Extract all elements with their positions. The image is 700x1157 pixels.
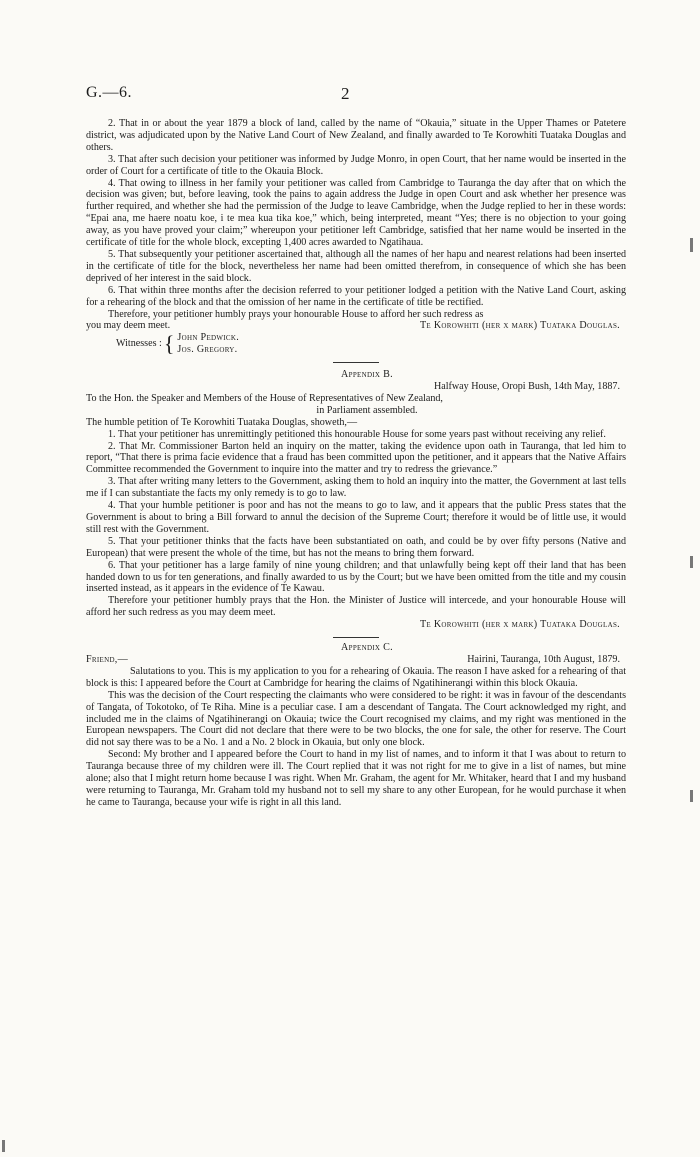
witness-names bbox=[177, 332, 239, 356]
appendix-b-section bbox=[86, 369, 626, 638]
witnesses-block bbox=[116, 332, 626, 356]
petition-signature: Te Korowhiti (her x mark) Tuataka Douglas. bbox=[419, 320, 620, 332]
witness-2: Jos. Gregory. bbox=[177, 344, 238, 356]
appendix-c-heading: Appendix C. bbox=[341, 642, 393, 654]
appendix-c-paragraph-3: Second: My brother and I appeared before the Court to hand in my list of names, and to inform it that I was about to return to Tauranga because three of my children were ill. The Court replied that it was not right for me to give in a list of names, but mine alone; also that I might return home because I was right. When Mr. Graham, the agent for Mr. Whitaker, heard that I and my husband were returning to Tauranga, Mr. Graham told my husband not to sell my share to any other European, for he would purchase it when he came to Tauranga, because your wife is right in all this land. bbox=[86, 749, 626, 808]
petition-paragraph-5: 5. That subsequently your petitioner ascertained that, although all the names of her hapu and nearest relations had been inserted in the certificate of title for the block, nevertheless her name had been omitted therefrom, in consequence of which she has been deprived of her interest in the said block. bbox=[86, 248, 626, 284]
petition-section bbox=[86, 118, 626, 363]
appendix-b-intro: The humble petition of Te Korowhiti Tuataka Douglas, showeth,— bbox=[86, 416, 358, 428]
petition-prayer-end: you may deem meet. bbox=[86, 320, 171, 332]
appendix-b-paragraph-1: 1. That your petitioner has unremittingly petitioned this honourable House for some years past without receiving any relief. bbox=[108, 428, 606, 440]
petition-paragraph-2: 2. That in or about the year 1879 a block of land, called by the name of “Okauia,” situate in the Upper Thames or Patetere district, was adjudicated upon by the Native Land Court of New Zealand, and finally awarded to Te Korowhiti Tuataka Douglas and others. bbox=[86, 118, 626, 153]
appendix-b-prayer: Therefore your petitioner humbly prays that the Hon. the Minister of Justice will intercede, and your honourable House will afford her such redress as you may deem meet. bbox=[86, 595, 626, 619]
appendix-b-paragraph-2: 2. That Mr. Commissioner Barton held an inquiry on the matter, taking the evidence upon oath in Tauranga, that led him to report, “That there is prima facie evidence that a fraud has been committed upon the petitioner, and it appears that the Native Affairs Committee recommended the Government to inquire into the matter and try to redress the grievance.” bbox=[86, 440, 626, 476]
document-body bbox=[86, 118, 626, 809]
petition-prayer: Therefore, your petitioner humbly prays your honourable House to afford her such redress as bbox=[108, 308, 484, 320]
appendix-c-section bbox=[86, 642, 626, 809]
page-number: 2 bbox=[341, 84, 350, 103]
brace-glyph: { bbox=[163, 331, 175, 357]
margin-mark bbox=[690, 556, 693, 568]
appendix-b-signature: Te Korowhiti (her x mark) Tuataka Douglas. bbox=[419, 619, 620, 631]
appendix-b-heading: Appendix B. bbox=[341, 369, 393, 381]
letter-place-date: Hairini, Tauranga, 10th August, 1879. bbox=[467, 653, 620, 665]
margin-mark bbox=[690, 790, 693, 802]
appendix-b-paragraph-6: 6. That your petitioner has a large family of nine young children; and that unlawfully being kept off their land that has been handed down to us for ten generations, and finally awarded to us by the Court; but we have been omitted from the title and my cousin inserted instead, as it appears in the evidence of Te Kawau. bbox=[86, 559, 626, 595]
petition-paragraph-6: 6. That within three months after the decision referred to your petitioner lodged a petition with the Native Land Court, asking for a rehearing of the block and that the omission of her name in the certificate of title be rectified. bbox=[86, 284, 626, 308]
appendix-c-paragraph-2: This was the decision of the Court respecting the claimants who were considered to be right: it was in favour of the descendants of Tangata, of Tokotoko, of Te Riha. Mine is a peculiar case. I am a descendant of Tangata. The Court acknowledged my right, and included me in the claims of Ngatihinerangi on Okauia; twice the Court recognised my claims, and my right was mentioned in the European newspapers. The Court did not declare that there were to be two blocks, the one for sale, the other for reserve. The Court did not say there was to be a No. 1 and a No. 2 block in Okauia, but only one block. bbox=[86, 689, 626, 749]
letter-header-row bbox=[86, 654, 626, 666]
section-divider bbox=[333, 362, 379, 363]
appendix-b-address: To the Hon. the Speaker and Members of the House of Representatives of New Zealand, bbox=[86, 392, 443, 404]
section-divider bbox=[333, 637, 379, 638]
letter-salutation: Friend,— bbox=[86, 653, 129, 665]
margin-mark bbox=[690, 238, 693, 252]
witnesses-label: Witnesses : bbox=[116, 338, 162, 350]
appendix-b-place-date: Halfway House, Oropi Bush, 14th May, 1887. bbox=[433, 381, 620, 393]
margin-mark bbox=[2, 1140, 5, 1152]
document-reference: G.—6. bbox=[86, 84, 133, 101]
petition-paragraph-3: 3. That after such decision your petitioner was informed by Judge Monro, in open Court, that her name would be inserted in the order of Court for a certificate of title to the Okauia Block. bbox=[86, 153, 626, 177]
appendix-b-paragraph-5: 5. That your petitioner thinks that the facts have been substantiated on oath, and could be by over fifty persons (Native and European) that were present the whole of the time, but has not the means to bring them forward. bbox=[86, 535, 626, 559]
petition-paragraph-4: 4. That owing to illness in her family your petitioner was called from Cambridge to Tauranga the day after that on which the decision was given; but, before leaving, took the pains to again address the Judge in open Court and ask whether her presence was further required, and whether she had the permission of the Judge to leave Cambridge, when the Judge replied to her in these words: “Epai ana, me haere noatu koe, i te mea kua tika koe,” which, being interpreted, meant “Yes; there is no objection to your going away, as you have proved your claim;” whereupon your petitioner left Cambridge, satisfied that her name would be inserted in the certificate of title for the whole block, excepting 1,400 acres awarded to Ngatihaua. bbox=[86, 177, 626, 249]
appendix-c-paragraph-1: Salutations to you. This is my application to you for a rehearing of Okauia. The reason I have asked for a rehearing of that block is this: I appeared before the Court at Cambridge for hearing the claims of Ngatihinerangi within this block Okauia. bbox=[86, 665, 626, 689]
appendix-b-paragraph-4: 4. That your humble petitioner is poor and has not the means to go to law, and it appears that the public Press states that the Government is about to bring a Bill forward to annul the decision of the Supreme Court; therefore it would be of little use, it would still rest with the Government. bbox=[86, 500, 626, 535]
appendix-b-address-2: in Parliament assembled. bbox=[316, 404, 418, 416]
appendix-b-paragraph-3: 3. That after writing many letters to the Government, asking them to hold an inquiry into the matter, the Government at last tells me if I can substantiate the facts my only remedy is to go to law. bbox=[86, 476, 626, 500]
witness-1: John Pedwick. bbox=[177, 332, 240, 344]
